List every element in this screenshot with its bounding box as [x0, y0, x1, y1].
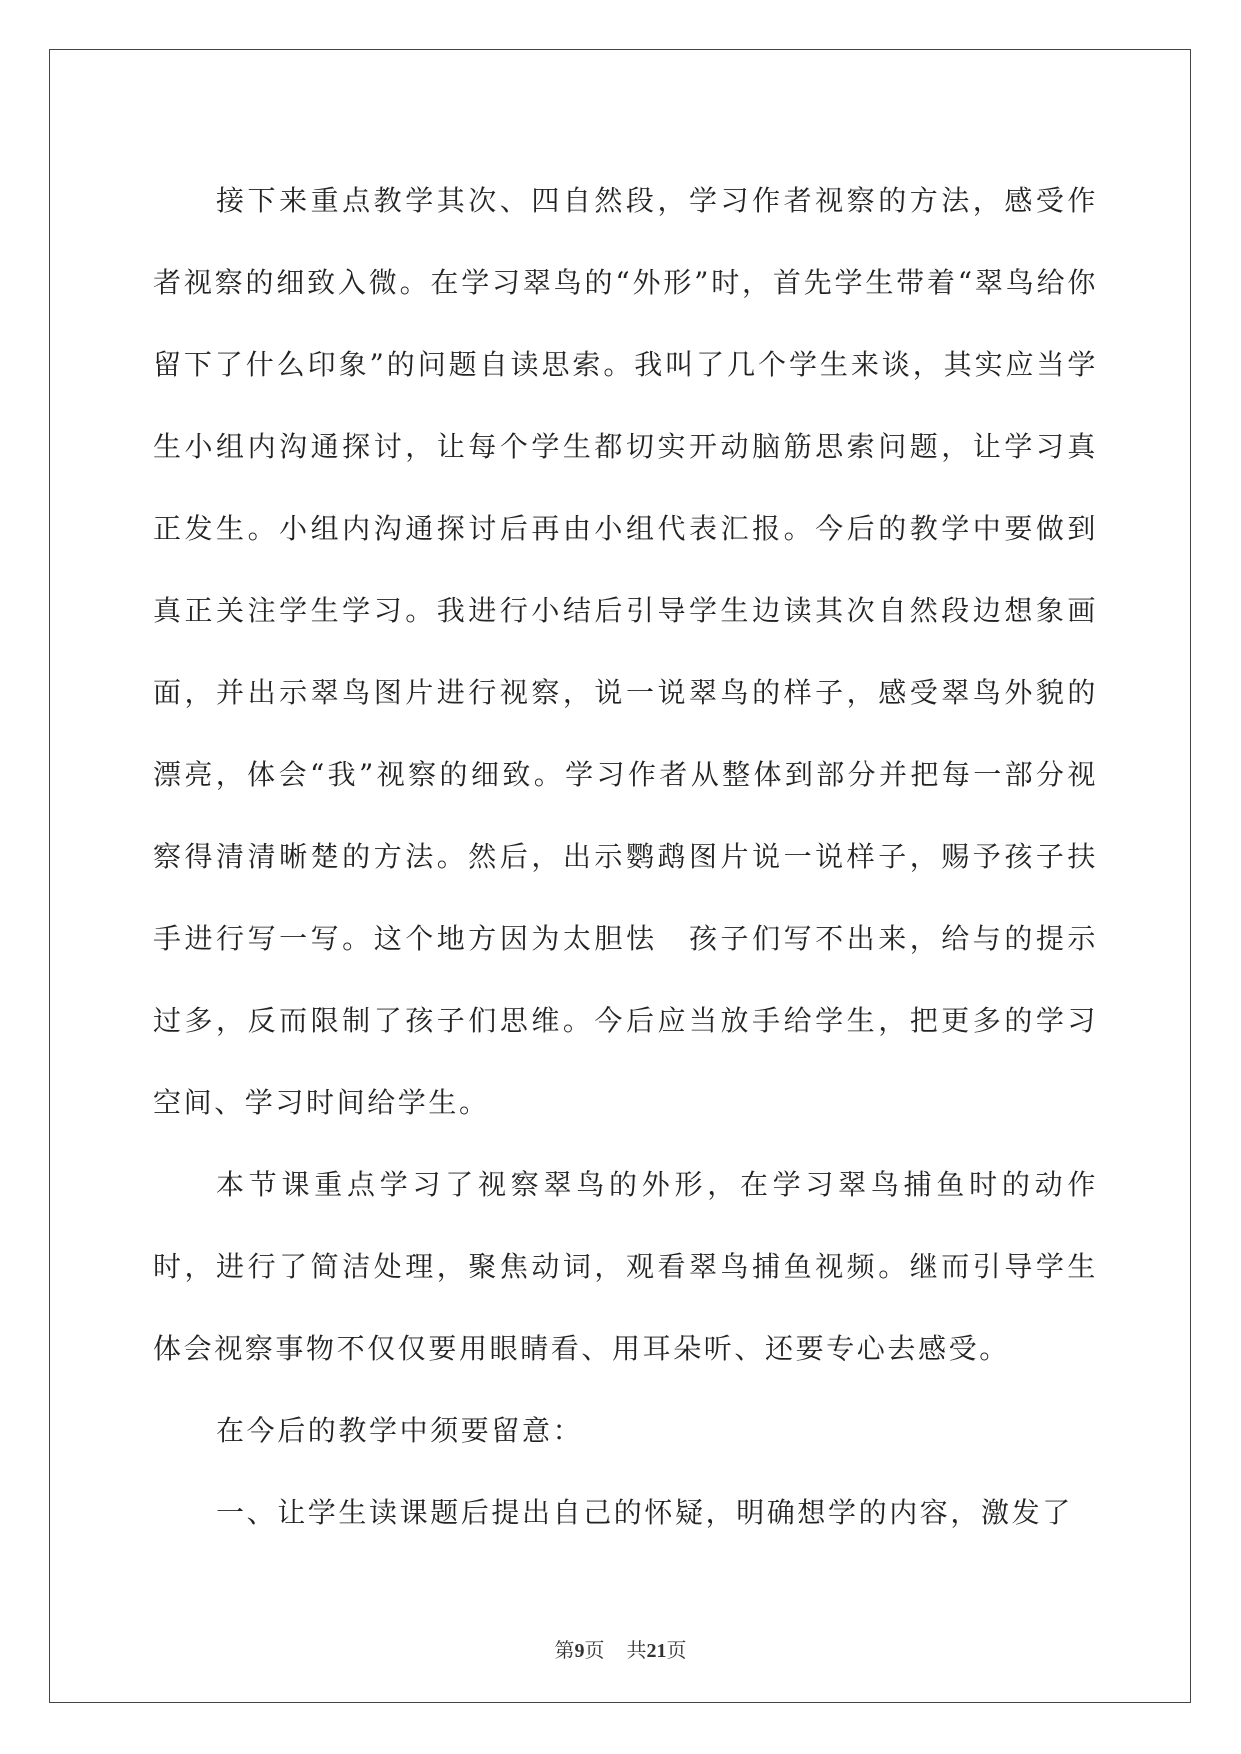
paragraph: 接下来重点教学其次、四自然段，学习作者视察的方法，感受作者视察的细致入微。在学习翠鸟的“外形”时，首先学生带着“翠鸟给你留下了什么印象”的问题自读思索。我叫了几个学生来谈，其实应当学生小组内沟通探讨，让每个学生都切实开动脑筋思索问题，让学习真正发生。小组内沟通探讨后再由小组代表汇报。今后的教学中要做到真正关注学生学习。我进行小结后引导学生边读其次自然段边想象画面，并出示翠鸟图片进行视察，说一说翠鸟的样子，感受翠鸟外貌的漂亮，体会“我”视察的细致。学习作者从整体到部分并把每一部分视察得清清晰楚的方法。然后，出示鹦鹉图片说一说样子，赐予孩子扶手进行写一写。这个地方因为太胆怯 孩子们写不出来，给与的提示过多，反而限制了孩子们思维。今后应当放手给学生，把更多的学习空间、学习时间给学生。 [153, 184, 1098, 1119]
total-pages: 21 [646, 1640, 667, 1662]
paragraph: 一、让学生读课题后提出自己的怀疑，明确想学的内容，激发了 [216, 1496, 1073, 1529]
page-suffix: 页 [584, 1638, 605, 1662]
document-body [153, 160, 1098, 1554]
paragraph: 在今后的教学中须要留意： [216, 1414, 584, 1447]
total-suffix: 页 [666, 1638, 687, 1662]
page-number: 9 [574, 1640, 585, 1662]
paragraph: 本节课重点学习了视察翠鸟的外形，在学习翠鸟捕鱼时的动作时，进行了简洁处理，聚焦动词，观看翠鸟捕鱼视频。继而引导学生体会视察事物不仅仅要用眼睛看、用耳朵听、还要专心去感受。 [153, 1168, 1098, 1365]
page-prefix: 第 [554, 1638, 575, 1662]
page-footer [0, 1634, 1241, 1663]
total-prefix: 共 [626, 1638, 647, 1662]
